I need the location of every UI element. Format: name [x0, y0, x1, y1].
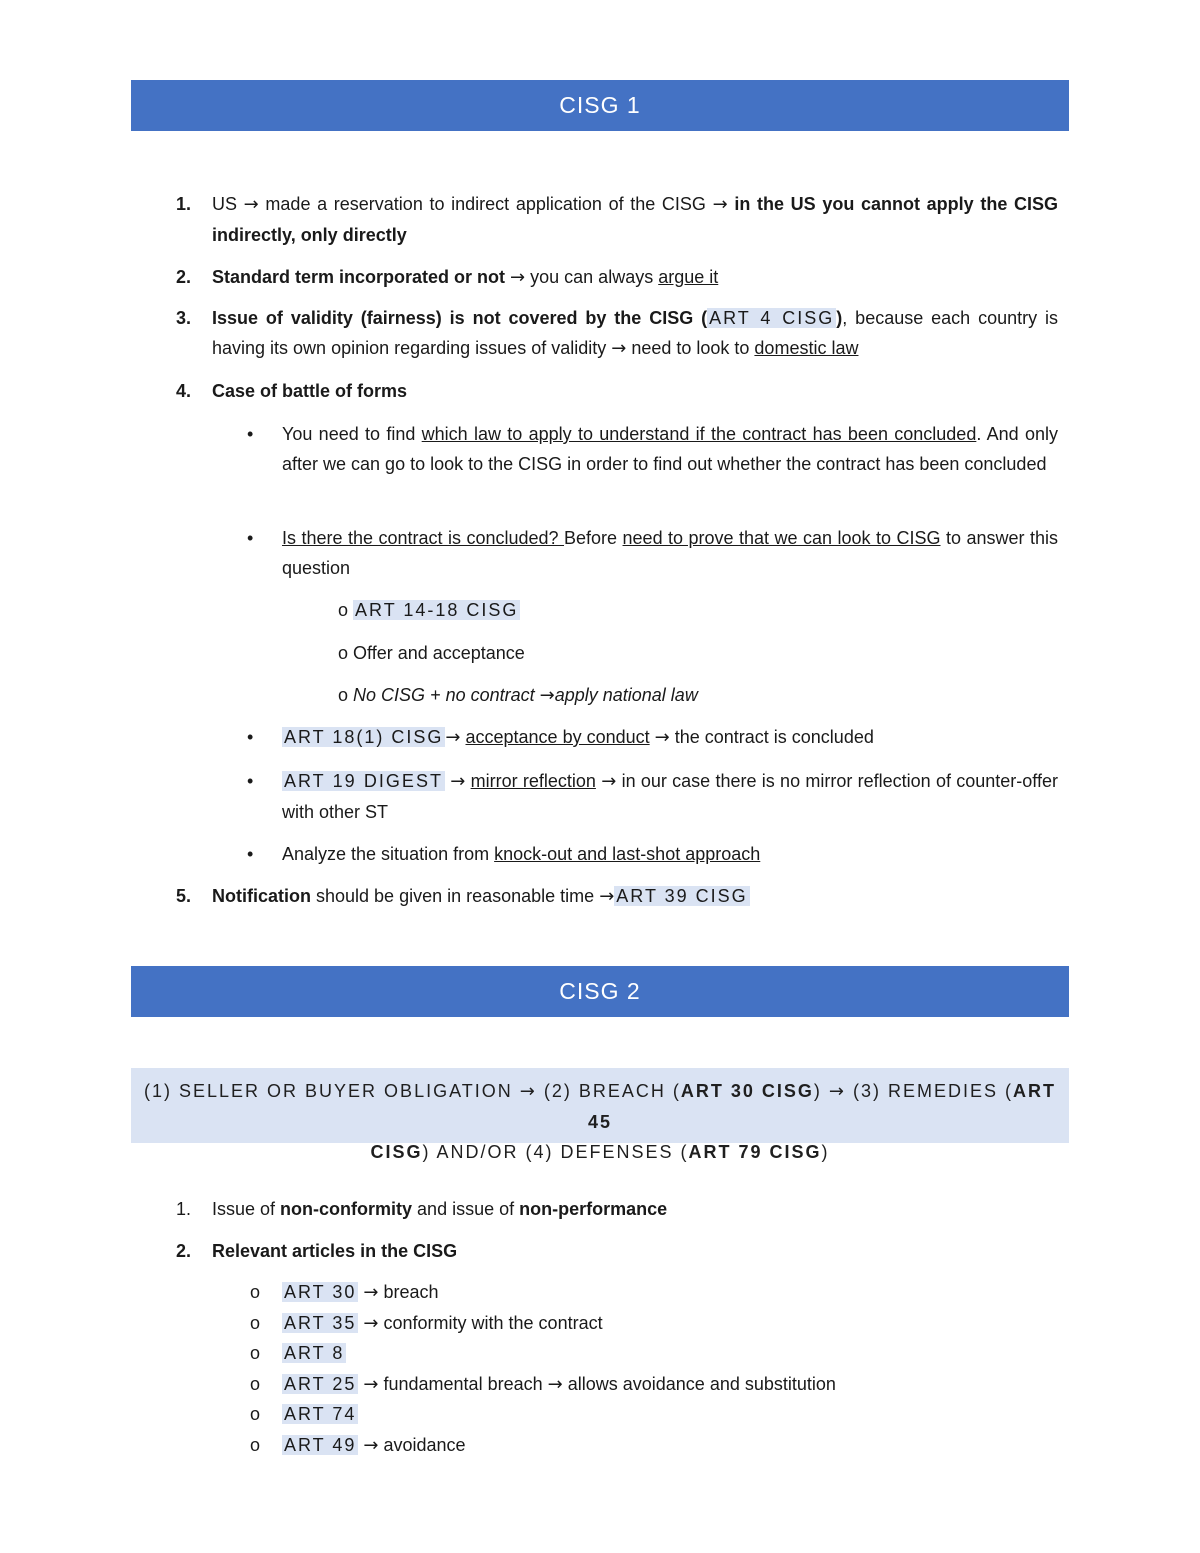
circle-bullet-icon: o — [250, 1404, 261, 1424]
arrow-icon: → — [712, 194, 728, 215]
arrow-icon: → — [510, 267, 526, 288]
bullet-glyph: • — [247, 528, 254, 548]
subheading-line-2 — [131, 1137, 1069, 1167]
arrow-icon: → — [363, 1435, 379, 1456]
article-ref: ART 25 — [284, 1374, 357, 1394]
s2-item-1-text-a: Issue of — [212, 1199, 281, 1219]
circle-bullet-icon: o — [250, 1282, 261, 1302]
arrow-icon: → — [363, 1313, 379, 1334]
subheading-part: ) — [821, 1142, 830, 1162]
arrow-icon: → — [445, 727, 461, 748]
item-1-number: 1. — [176, 194, 192, 214]
item-3-number: 3. — [176, 308, 192, 328]
item-3-text-d: need to look to — [626, 338, 755, 358]
circle-bullet-icon: o — [338, 643, 349, 663]
circle-bullet-icon: o — [250, 1313, 261, 1333]
bullet-2-text-d: to answer this question — [282, 528, 1058, 578]
article-desc: allows avoidance and substitution — [567, 1374, 836, 1394]
arrow-icon: → — [547, 1374, 563, 1395]
section-2-subheading — [131, 1068, 1069, 1162]
bullet-3-text-c: the contract is concluded — [669, 727, 874, 747]
item-2 — [212, 262, 1058, 293]
item-3-text-a: Issue of validity (fairness) is not covered by the CISG ( — [212, 308, 708, 328]
article-ref: ART 49 — [284, 1435, 357, 1455]
article-item-content — [282, 1308, 603, 1339]
bullet-3-underlined: acceptance by conduct — [465, 727, 650, 747]
item-5-number: 5. — [176, 886, 192, 906]
s2-item-1-text-b: non-conformity — [280, 1199, 413, 1219]
bullet-4-underlined: mirror reflection — [470, 771, 596, 791]
arrow-icon: → — [654, 727, 670, 748]
item-2-number: 2. — [176, 267, 192, 287]
item-5-text-b: should be given in reasonable time — [311, 886, 600, 906]
arrow-icon: → — [450, 771, 466, 792]
bullet-2-text-b: Before — [564, 528, 623, 548]
article-ref: ART 30 — [284, 1282, 357, 1302]
bullet-4-text-c: in our case there is no mirror reflection of counter-offer with other ST — [282, 771, 1058, 822]
bullet-glyph: • — [247, 771, 254, 791]
article-item-content — [282, 1430, 466, 1461]
item-1 — [212, 189, 1058, 250]
s2-item-1-text-c: and issue of — [412, 1199, 520, 1219]
bullet-1-text-c: . And only after we can go to look to the CISG in order to find out whether the contract has been concluded — [282, 424, 1059, 474]
s2-item-1-text-d: non-performance — [519, 1199, 668, 1219]
bullet-glyph: • — [247, 424, 254, 444]
article-item-content — [282, 1369, 836, 1400]
article-item — [250, 1399, 260, 1429]
s2-item-1-number: 1. — [176, 1199, 192, 1219]
arrow-icon: → — [363, 1282, 379, 1303]
item-3-article-ref: ART 4 CISG — [709, 308, 835, 328]
circle-bullet-icon: o — [250, 1374, 261, 1394]
item-5 — [212, 881, 750, 912]
article-item — [250, 1430, 260, 1460]
bullet-2 — [282, 523, 1058, 583]
subheading-part: (3) REMEDIES ( — [845, 1081, 1013, 1101]
item-3-domestic-law: domestic law — [754, 338, 859, 358]
item-2-text-a: Standard term incorporated or not — [212, 267, 506, 287]
circle-bullet-icon: o — [250, 1343, 261, 1363]
bullet-1 — [282, 419, 1058, 479]
section-2-header — [131, 966, 1069, 1017]
arrow-icon: → — [363, 1374, 379, 1395]
section-2-title: CISG 2 — [559, 978, 641, 1004]
article-item-content — [282, 1277, 439, 1308]
subitem-3-text-b: apply national law — [554, 685, 698, 705]
section-1-title: CISG 1 — [559, 92, 641, 118]
arrow-icon: → — [599, 886, 615, 907]
circle-bullet-icon: o — [250, 1435, 261, 1455]
subheading-part: (1) SELLER OR BUYER OBLIGATION — [144, 1081, 520, 1101]
item-4 — [212, 376, 407, 406]
item-1-text-b: made a reservation to indirect application of the CISG — [258, 194, 713, 214]
subitem-2 — [338, 638, 525, 668]
article-item — [250, 1338, 260, 1368]
subitem-1 — [338, 595, 520, 625]
subheading-part: (2) BREACH ( — [536, 1081, 681, 1101]
circle-bullet-icon: o — [338, 600, 349, 620]
article-item-content — [282, 1338, 346, 1368]
bullet-5-text-a: Analyze the situation from — [282, 844, 495, 864]
subheading-article-ref: ART 45 — [587, 1081, 1056, 1132]
article-item-content — [282, 1399, 358, 1429]
arrow-icon: → — [519, 1081, 537, 1102]
subheading-article-ref: ART 30 CISG — [680, 1081, 814, 1101]
bullet-4 — [282, 766, 1058, 827]
item-4-number: 4. — [176, 381, 192, 401]
s2-item-2-text: Relevant articles in the CISG — [212, 1241, 458, 1261]
article-desc: avoidance — [383, 1435, 466, 1455]
item-2-text-b: you can always — [525, 267, 659, 287]
subitem-1-article-ref: ART 14-18 CISG — [355, 600, 519, 620]
item-1-text-a: US — [212, 194, 244, 214]
subheading-part: ) — [813, 1081, 829, 1101]
s2-item-2-number: 2. — [176, 1241, 192, 1261]
subitem-3-text-a: No CISG + no contract — [353, 685, 540, 705]
item-2-link-argue-it: argue it — [658, 267, 719, 287]
article-desc: fundamental breach — [383, 1374, 543, 1394]
circle-bullet-icon: o — [338, 685, 349, 705]
item-1-text-c: in the US you cannot apply the CISG indirectly, only directly — [212, 194, 1058, 245]
item-4-text: Case of battle of forms — [212, 381, 408, 401]
subitem-3 — [338, 680, 698, 711]
article-item — [250, 1308, 260, 1338]
bullet-3 — [282, 722, 1058, 753]
bullet-2-underlined: need to prove that we can look to CISG — [622, 528, 941, 548]
subheading-article-ref: CISG — [370, 1142, 423, 1162]
article-ref: ART 8 — [284, 1343, 345, 1363]
bullet-2-question: Is there the contract is concluded? — [282, 528, 565, 548]
article-desc: conformity with the contract — [383, 1313, 603, 1333]
s2-item-1 — [212, 1194, 667, 1224]
s2-item-2 — [212, 1236, 457, 1266]
section-1-header — [131, 80, 1069, 131]
article-item — [250, 1369, 260, 1399]
subheading-line-1 — [131, 1076, 1069, 1137]
arrow-icon: → — [539, 685, 555, 706]
bullet-1-text-a: You need to find — [282, 424, 422, 444]
arrow-icon: → — [243, 194, 259, 215]
bullet-5 — [282, 839, 1058, 869]
item-5-article-ref: ART 39 CISG — [616, 886, 748, 906]
bullet-5-underlined: knock-out and last-shot approach — [494, 844, 761, 864]
article-ref: ART 35 — [284, 1313, 357, 1333]
subitem-2-text: Offer and acceptance — [353, 643, 525, 663]
bullet-1-underlined: which law to apply to understand if the contract has been concluded — [421, 424, 977, 444]
bullet-glyph: • — [247, 844, 254, 864]
arrow-icon: → — [611, 338, 627, 359]
bullet-glyph: • — [247, 727, 254, 747]
arrow-icon: → — [601, 771, 617, 792]
article-ref: ART 74 — [284, 1404, 357, 1424]
subheading-part: ) AND/OR (4) DEFENSES ( — [422, 1142, 689, 1162]
bullet-3-article-ref: ART 18(1) CISG — [284, 727, 444, 747]
item-5-text-a: Notification — [212, 886, 311, 906]
item-3: Issue of validity (fairness) is not covered by the CISG ( ART 4 CISG ), because each country is having its own opinion regarding issues of validity → need to look to domestic law — [212, 308, 1058, 359]
bullet-4-article-ref: ART 19 DIGEST — [284, 771, 443, 791]
article-item — [250, 1277, 260, 1307]
item-3-text-c-visible: , because each country is having its own opinion regarding issues of validity — [212, 308, 1058, 358]
article-desc: breach — [383, 1282, 439, 1302]
subheading-article-ref: ART 79 CISG — [688, 1142, 822, 1162]
arrow-icon: → — [828, 1081, 846, 1102]
